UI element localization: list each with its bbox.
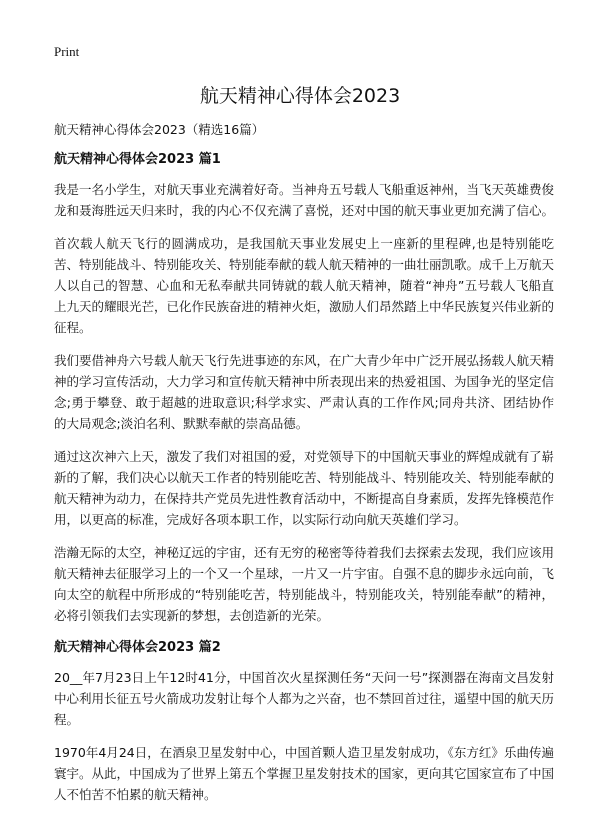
paragraph: 浩瀚无际的太空，神秘辽远的宇宙，还有无穷的秘密等待着我们去探索去发现，我们应该用航天精神去征服学习上的一个又一个星球，一片又一片宇宙。自强不息的脚步永远向前，飞向太空的航程中所形成的“特别能吃苦，特别能战斗，特别能攻关，特别能奉献”的精神，必将引领我们去实现新的梦想，去创造新的光荣。 [54, 545, 555, 623]
section-1 [54, 150, 554, 626]
paragraph: 通过这次神六上天，激发了我们对祖国的爱，对党领导下的中国航天事业的辉煌成就有了崭新的了解，我们决心以航天工作者的特别能吃苦、特别能战斗、特别能攻关、特别能奉献的航天精神为动力，在保持共产党员先进性教育活动中，不断提高自身素质，发挥先锋模范作用，以更高的标准，完成好各项本职工作，以实际行动向航天英雄们学习。 [54, 449, 555, 527]
page-subtitle: 航天精神心得体会2023（精选16篇） [54, 122, 265, 137]
paragraph: 我是一名小学生，对航天事业充满着好奇。当神舟五号载人飞船重返神州，当飞天英雄费俊龙和聂海胜远天归来时，我的内心不仅充满了喜悦，还对中国的航天事业更加充满了信心。 [54, 182, 555, 218]
paragraph: 20__年7月23日上午12时41分，中国首次火星探测任务“天问一号”探测器在海南文昌发射中心利用长征五号火箭成功发射让每个人都为之兴奋，也不禁回首过往，遥望中国的航天历程。 [54, 670, 555, 727]
article-body [54, 150, 554, 817]
section-heading: 航天精神心得体会2023 篇2 [54, 640, 221, 655]
paragraph: 1970年4月24日，在酒泉卫星发射中心，中国首颗人造卫星发射成功，《东方红》乐曲传遍寰宇。从此，中国成为了世界上第五个掌握卫星发射技术的国家，更向其它国家宣布了中国人不怕苦不怕累的航天精神。 [54, 745, 555, 802]
paragraph: 我们要借神舟六号载人航天飞行先进事迹的东风，在广大青少年中广泛开展弘扬载人航天精神的学习宣传活动，大力学习和宣传航天精神中所表现出来的热爱祖国、为国争光的坚定信念;勇于攀登、敢于超越的进取意识;科学求实、严肃认真的工作作风;同舟共济、团结协作的大局观念;淡泊名利、默默奉献的崇高品德。 [54, 353, 555, 431]
page-title: 航天精神心得体会2023 [199, 85, 401, 107]
print-link[interactable]: Print [54, 44, 80, 59]
paragraph: 首次载人航天飞行的圆满成功，是我国航天事业发展史上一座新的里程碑,也是特别能吃苦、特别能战斗、特别能攻关、特别能奉献的载人航天精神的一曲壮丽凯歌。成千上万航天人以自己的智慧、心血和无私奉献共同铸就的载人航天精神，随着“神舟”五号载人飞船直上九天的耀眼光芒，已化作民族奋进的精神火炬，激励人们昂然踏上中华民族复兴伟业新的征程。 [54, 236, 555, 335]
section-2 [54, 638, 554, 805]
section-heading: 航天精神心得体会2023 篇1 [54, 152, 221, 167]
